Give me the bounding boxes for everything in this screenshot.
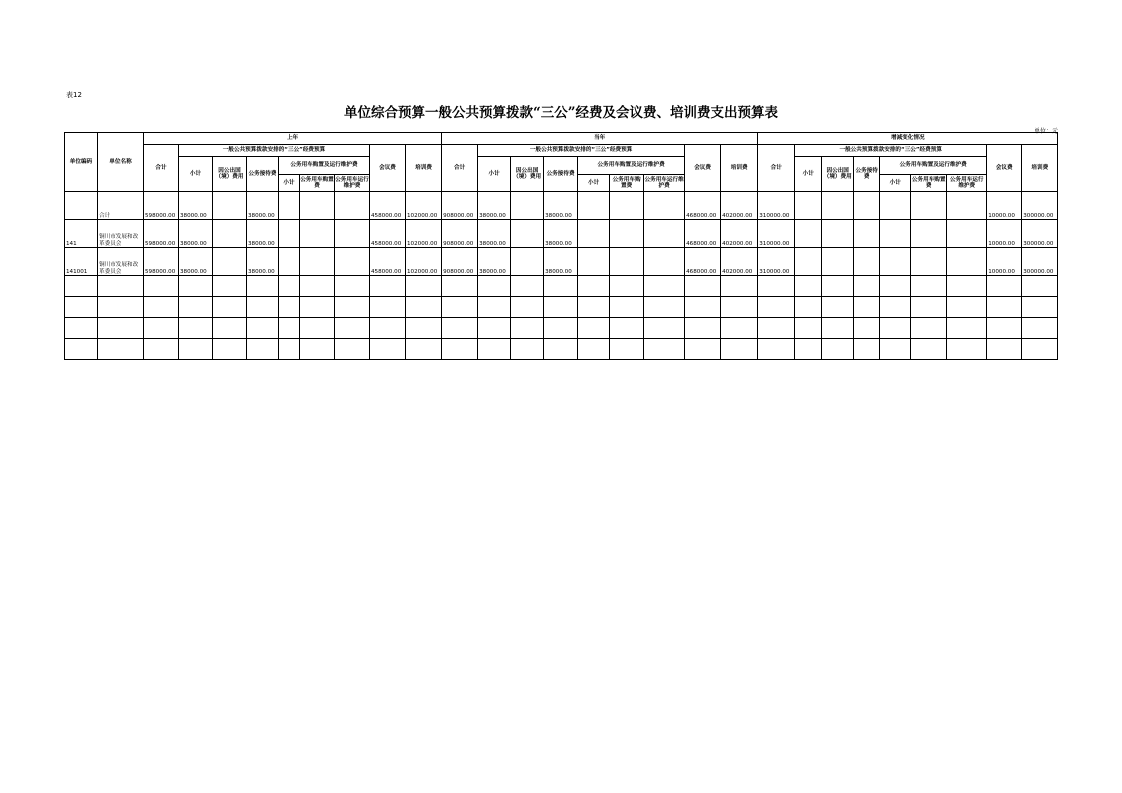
amount-cell xyxy=(511,220,544,248)
empty-cell xyxy=(247,318,279,339)
empty-cell xyxy=(370,276,406,297)
empty-cell xyxy=(300,339,335,360)
empty-cell xyxy=(65,276,98,297)
three-public-header: 一般公共预算拨款安排的“三公”经费预算 xyxy=(179,145,370,157)
group-header-this-year: 当年 xyxy=(442,133,758,145)
empty-cell xyxy=(947,297,987,318)
amount-cell xyxy=(578,192,610,220)
amount-cell xyxy=(300,248,335,276)
vehicle-purchase-header: 公务用车购置费 xyxy=(911,175,947,192)
vehicle-operation-header: 公务用车运行维护费 xyxy=(335,175,370,192)
amount-cell xyxy=(822,220,854,248)
amount-cell xyxy=(335,192,370,220)
empty-cell xyxy=(144,276,179,297)
amount-cell: 458000.00 xyxy=(370,248,406,276)
amount-cell xyxy=(880,192,911,220)
vehicle-group-header: 公务用车购置及运行维护费 xyxy=(880,157,987,175)
unit-code-cell: 141 xyxy=(65,220,98,248)
amount-cell: 38000.00 xyxy=(179,220,213,248)
empty-cell xyxy=(279,297,300,318)
amount-cell: 10000.00 xyxy=(987,192,1022,220)
amount-cell: 38000.00 xyxy=(179,248,213,276)
empty-cell xyxy=(442,339,478,360)
total-header: 合计 xyxy=(144,145,179,192)
empty-cell xyxy=(279,339,300,360)
amount-cell xyxy=(279,248,300,276)
empty-cell xyxy=(179,276,213,297)
empty-cell xyxy=(511,297,544,318)
amount-cell xyxy=(947,220,987,248)
empty-cell xyxy=(911,318,947,339)
empty-cell xyxy=(335,276,370,297)
amount-cell: 38000.00 xyxy=(247,192,279,220)
amount-cell xyxy=(511,248,544,276)
empty-cell xyxy=(758,276,795,297)
meeting-header: 会议费 xyxy=(685,145,721,192)
amount-cell xyxy=(854,220,880,248)
vehicle-subtotal-header: 小计 xyxy=(578,175,610,192)
empty-cell xyxy=(406,297,442,318)
empty-cell xyxy=(300,276,335,297)
amount-cell: 458000.00 xyxy=(370,192,406,220)
three-public-header: 一般公共预算拨款安排的“三公”经费预算 xyxy=(478,145,685,157)
empty-cell xyxy=(544,297,578,318)
amount-cell: 300000.00 xyxy=(1022,192,1058,220)
table-row xyxy=(65,192,1058,220)
amount-cell: 468000.00 xyxy=(685,248,721,276)
group-header-change: 增减变化情况 xyxy=(758,133,1058,145)
empty-cell xyxy=(335,339,370,360)
amount-cell: 402000.00 xyxy=(721,220,758,248)
empty-cell xyxy=(478,276,511,297)
table-row xyxy=(65,220,1058,248)
amount-cell xyxy=(213,220,247,248)
empty-cell xyxy=(544,276,578,297)
empty-cell xyxy=(98,339,144,360)
three-public-header: 一般公共预算拨款安排的“三公”经费预算 xyxy=(795,145,987,157)
empty-cell xyxy=(880,339,911,360)
training-header: 培训费 xyxy=(406,145,442,192)
amount-cell: 402000.00 xyxy=(721,248,758,276)
empty-cell xyxy=(880,318,911,339)
amount-cell: 10000.00 xyxy=(987,248,1022,276)
amount-cell: 38000.00 xyxy=(544,248,578,276)
meeting-header: 会议费 xyxy=(370,145,406,192)
empty-cell xyxy=(685,339,721,360)
unit-name-cell: 铜川市发展和改革委员会 xyxy=(98,220,144,248)
empty-cell xyxy=(179,318,213,339)
empty-cell xyxy=(213,339,247,360)
empty-cell xyxy=(721,318,758,339)
empty-cell xyxy=(644,318,685,339)
vehicle-purchase-header: 公务用车购置费 xyxy=(610,175,644,192)
amount-cell xyxy=(822,248,854,276)
empty-cell xyxy=(644,297,685,318)
subtotal-header: 小计 xyxy=(795,157,822,192)
empty-cell xyxy=(300,297,335,318)
empty-cell xyxy=(1022,276,1058,297)
empty-cell xyxy=(511,339,544,360)
unit-label: 单位：元 xyxy=(1033,128,1058,135)
total-header: 合计 xyxy=(442,145,478,192)
empty-cell xyxy=(987,339,1022,360)
amount-cell xyxy=(795,220,822,248)
amount-cell: 38000.00 xyxy=(478,248,511,276)
unit-code-cell: 141001 xyxy=(65,248,98,276)
empty-cell xyxy=(880,276,911,297)
page-title: 单位综合预算一般公共预算拨款“三公”经费及会议费、培训费支出预算表 xyxy=(343,105,779,121)
empty-cell xyxy=(795,339,822,360)
empty-cell xyxy=(98,318,144,339)
amount-cell xyxy=(644,192,685,220)
amount-cell: 458000.00 xyxy=(370,220,406,248)
empty-cell xyxy=(406,339,442,360)
empty-cell xyxy=(854,297,880,318)
empty-cell xyxy=(822,339,854,360)
empty-cell xyxy=(300,318,335,339)
empty-cell xyxy=(644,276,685,297)
abroad-header: 因公出国（境）费用 xyxy=(511,157,544,192)
amount-cell: 300000.00 xyxy=(1022,220,1058,248)
empty-cell xyxy=(406,318,442,339)
empty-cell xyxy=(880,297,911,318)
training-header: 培训费 xyxy=(721,145,758,192)
empty-cell xyxy=(685,318,721,339)
empty-cell xyxy=(911,297,947,318)
empty-cell xyxy=(610,339,644,360)
empty-cell xyxy=(179,339,213,360)
empty-cell xyxy=(370,318,406,339)
empty-cell xyxy=(1022,297,1058,318)
empty-cell xyxy=(442,276,478,297)
subtotal-header: 小计 xyxy=(179,157,213,192)
empty-cell xyxy=(610,297,644,318)
amount-cell: 468000.00 xyxy=(685,192,721,220)
vehicle-operation-header: 公务用车运行维护费 xyxy=(644,175,685,192)
reception-header: 公务接待费 xyxy=(247,157,279,192)
amount-cell: 38000.00 xyxy=(544,192,578,220)
empty-cell xyxy=(721,276,758,297)
amount-cell: 38000.00 xyxy=(478,220,511,248)
empty-cell xyxy=(335,318,370,339)
amount-cell xyxy=(795,248,822,276)
empty-cell xyxy=(511,318,544,339)
table-number: 表12 xyxy=(66,91,82,99)
empty-cell xyxy=(758,318,795,339)
amount-cell xyxy=(610,192,644,220)
empty-cell xyxy=(685,276,721,297)
amount-cell xyxy=(911,220,947,248)
abroad-header: 因公出国（境）费用 xyxy=(822,157,854,192)
abroad-header: 因公出国（境）费用 xyxy=(213,157,247,192)
amount-cell: 38000.00 xyxy=(544,220,578,248)
amount-cell: 402000.00 xyxy=(721,192,758,220)
amount-cell: 300000.00 xyxy=(1022,248,1058,276)
amount-cell: 908000.00 xyxy=(442,220,478,248)
amount-cell xyxy=(511,192,544,220)
amount-cell: 468000.00 xyxy=(685,220,721,248)
empty-cell xyxy=(247,339,279,360)
amount-cell xyxy=(213,248,247,276)
group-header-last-year: 上年 xyxy=(144,133,442,145)
empty-cell xyxy=(65,339,98,360)
empty-row xyxy=(65,339,1058,360)
vehicle-group-header: 公务用车购置及运行维护费 xyxy=(578,157,685,175)
empty-cell xyxy=(247,297,279,318)
empty-cell xyxy=(795,297,822,318)
amount-cell xyxy=(335,248,370,276)
empty-cell xyxy=(758,339,795,360)
empty-cell xyxy=(65,297,98,318)
empty-cell xyxy=(578,276,610,297)
amount-cell xyxy=(644,248,685,276)
amount-cell xyxy=(578,220,610,248)
empty-cell xyxy=(911,276,947,297)
amount-cell: 102000.00 xyxy=(406,248,442,276)
amount-cell xyxy=(911,248,947,276)
amount-cell: 38000.00 xyxy=(478,192,511,220)
empty-cell xyxy=(795,276,822,297)
empty-cell xyxy=(511,276,544,297)
empty-cell xyxy=(65,318,98,339)
amount-cell: 38000.00 xyxy=(247,220,279,248)
amount-cell: 38000.00 xyxy=(179,192,213,220)
empty-cell xyxy=(578,297,610,318)
amount-cell: 310000.00 xyxy=(758,248,795,276)
vehicle-subtotal-header: 小计 xyxy=(880,175,911,192)
empty-cell xyxy=(370,297,406,318)
empty-cell xyxy=(478,318,511,339)
table-body xyxy=(65,192,1058,360)
empty-cell xyxy=(987,276,1022,297)
amount-cell: 10000.00 xyxy=(987,220,1022,248)
budget-table xyxy=(64,132,1058,360)
empty-cell xyxy=(213,276,247,297)
empty-cell xyxy=(279,318,300,339)
amount-cell xyxy=(300,192,335,220)
amount-cell: 102000.00 xyxy=(406,192,442,220)
unit-code-header: 单位编码 xyxy=(65,133,98,192)
empty-cell xyxy=(578,339,610,360)
amount-cell: 598000.00 xyxy=(144,248,179,276)
empty-cell xyxy=(442,318,478,339)
empty-cell xyxy=(610,276,644,297)
amount-cell xyxy=(578,248,610,276)
amount-cell xyxy=(279,220,300,248)
empty-cell xyxy=(1022,339,1058,360)
table-row xyxy=(65,248,1058,276)
empty-cell xyxy=(144,297,179,318)
amount-cell xyxy=(335,220,370,248)
amount-cell xyxy=(822,192,854,220)
empty-cell xyxy=(987,297,1022,318)
empty-cell xyxy=(685,297,721,318)
empty-cell xyxy=(98,297,144,318)
empty-cell xyxy=(822,276,854,297)
empty-cell xyxy=(911,339,947,360)
empty-cell xyxy=(213,297,247,318)
empty-cell xyxy=(406,276,442,297)
amount-cell: 598000.00 xyxy=(144,220,179,248)
empty-cell xyxy=(144,318,179,339)
amount-cell: 310000.00 xyxy=(758,220,795,248)
amount-cell: 102000.00 xyxy=(406,220,442,248)
reception-header: 公务接待费 xyxy=(544,157,578,192)
amount-cell: 908000.00 xyxy=(442,248,478,276)
empty-cell xyxy=(854,276,880,297)
amount-cell xyxy=(610,248,644,276)
empty-cell xyxy=(335,297,370,318)
empty-cell xyxy=(947,339,987,360)
amount-cell xyxy=(213,192,247,220)
empty-cell xyxy=(721,297,758,318)
amount-cell xyxy=(911,192,947,220)
empty-cell xyxy=(247,276,279,297)
empty-row xyxy=(65,276,1058,297)
empty-cell xyxy=(854,339,880,360)
amount-cell xyxy=(947,192,987,220)
empty-cell xyxy=(544,339,578,360)
amount-cell: 38000.00 xyxy=(247,248,279,276)
empty-cell xyxy=(478,297,511,318)
amount-cell xyxy=(880,220,911,248)
empty-cell xyxy=(822,297,854,318)
unit-name-cell: 合计 xyxy=(98,192,144,220)
empty-cell xyxy=(1022,318,1058,339)
vehicle-subtotal-header: 小计 xyxy=(279,175,300,192)
meeting-header: 会议费 xyxy=(987,145,1022,192)
empty-cell xyxy=(854,318,880,339)
amount-cell: 908000.00 xyxy=(442,192,478,220)
amount-cell xyxy=(644,220,685,248)
empty-cell xyxy=(947,318,987,339)
vehicle-purchase-header: 公务用车购置费 xyxy=(300,175,335,192)
vehicle-operation-header: 公务用车运行维护费 xyxy=(947,175,987,192)
empty-cell xyxy=(578,318,610,339)
unit-name-header: 单位名称 xyxy=(98,133,144,192)
training-header: 培训费 xyxy=(1022,145,1058,192)
empty-cell xyxy=(758,297,795,318)
amount-cell xyxy=(610,220,644,248)
amount-cell xyxy=(854,192,880,220)
amount-cell: 310000.00 xyxy=(758,192,795,220)
total-header: 合计 xyxy=(758,145,795,192)
empty-cell xyxy=(610,318,644,339)
subtotal-header: 小计 xyxy=(478,157,511,192)
vehicle-group-header: 公务用车购置及运行维护费 xyxy=(279,157,370,175)
empty-cell xyxy=(98,276,144,297)
empty-cell xyxy=(947,276,987,297)
amount-cell xyxy=(880,248,911,276)
amount-cell xyxy=(947,248,987,276)
empty-cell xyxy=(478,339,511,360)
empty-cell xyxy=(721,339,758,360)
unit-code-cell xyxy=(65,192,98,220)
empty-row xyxy=(65,297,1058,318)
amount-cell: 598000.00 xyxy=(144,192,179,220)
empty-row xyxy=(65,318,1058,339)
empty-cell xyxy=(370,339,406,360)
amount-cell xyxy=(795,192,822,220)
amount-cell xyxy=(854,248,880,276)
empty-cell xyxy=(213,318,247,339)
empty-cell xyxy=(179,297,213,318)
empty-cell xyxy=(644,339,685,360)
empty-cell xyxy=(279,276,300,297)
empty-cell xyxy=(144,339,179,360)
amount-cell xyxy=(300,220,335,248)
empty-cell xyxy=(987,318,1022,339)
unit-name-cell: 铜川市发展和改革委员会 xyxy=(98,248,144,276)
empty-cell xyxy=(822,318,854,339)
empty-cell xyxy=(544,318,578,339)
empty-cell xyxy=(442,297,478,318)
reception-header: 公务接待费 xyxy=(854,157,880,192)
empty-cell xyxy=(795,318,822,339)
amount-cell xyxy=(279,192,300,220)
